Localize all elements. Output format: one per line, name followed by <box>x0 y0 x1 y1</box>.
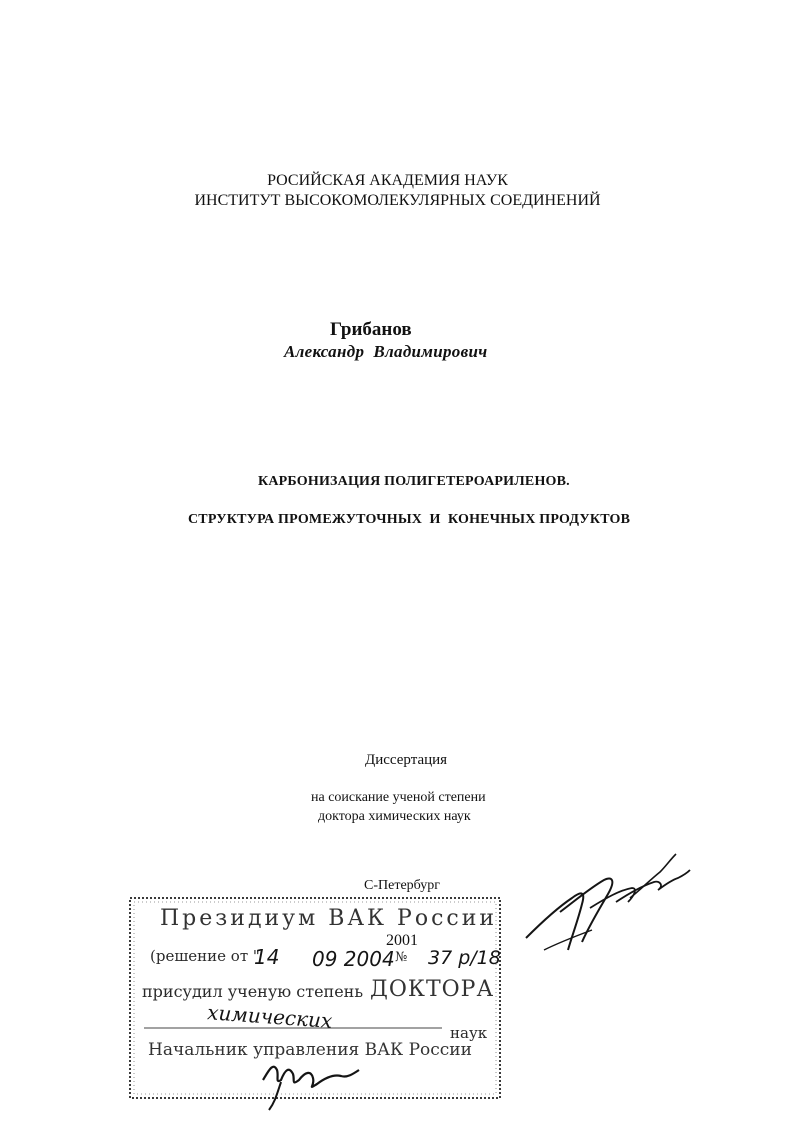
author-surname: Грибанов <box>330 319 412 340</box>
svg-text:09 2004: 09 2004 <box>312 947 395 971</box>
work-type: Диссертация <box>365 752 448 768</box>
author-given-names: Александр Владимирович <box>284 342 488 361</box>
author-signature <box>520 850 695 965</box>
dissertation-title-line-1: КАРБОНИЗАЦИЯ ПОЛИГЕТЕРОАРИЛЕНОВ. <box>258 474 570 489</box>
stamp-degree-level: ДОКТОРА <box>370 977 495 1002</box>
stamp-field-suffix: наук <box>450 1024 488 1042</box>
organization-line-2: ИНСТИТУТ ВЫСОКОМОЛЕКУЛЯРНЫХ СОЕДИНЕНИЙ <box>194 192 601 209</box>
city: С-Петербург <box>364 878 440 893</box>
stamp-decision-prefix: (решение от " <box>150 947 260 965</box>
svg-text:37 р/18: 37 р/18 <box>428 947 501 969</box>
stamp-header: Президиум ВАК России <box>160 906 498 931</box>
stamp-signatory: Начальник управления ВАК России <box>148 1040 472 1060</box>
year: 2001 <box>386 932 418 949</box>
svg-text:14: 14 <box>254 945 280 969</box>
svg-text:химических: химических <box>206 1000 334 1033</box>
stamp-awarded-text: присудил ученую степень <box>142 982 364 1001</box>
organization-line-1: РОСИЙСКАЯ АКАДЕМИЯ НАУК <box>267 172 508 189</box>
dissertation-title-line-2: СТРУКТУРА ПРОМЕЖУТОЧНЫХ И КОНЕЧНЫХ ПРОДУКТОВ <box>188 512 631 527</box>
degree-line-1: на соискание ученой степени <box>311 790 486 805</box>
stamp-decision-number-label: № <box>395 950 408 965</box>
degree-line-2: доктора химических наук <box>318 809 471 824</box>
